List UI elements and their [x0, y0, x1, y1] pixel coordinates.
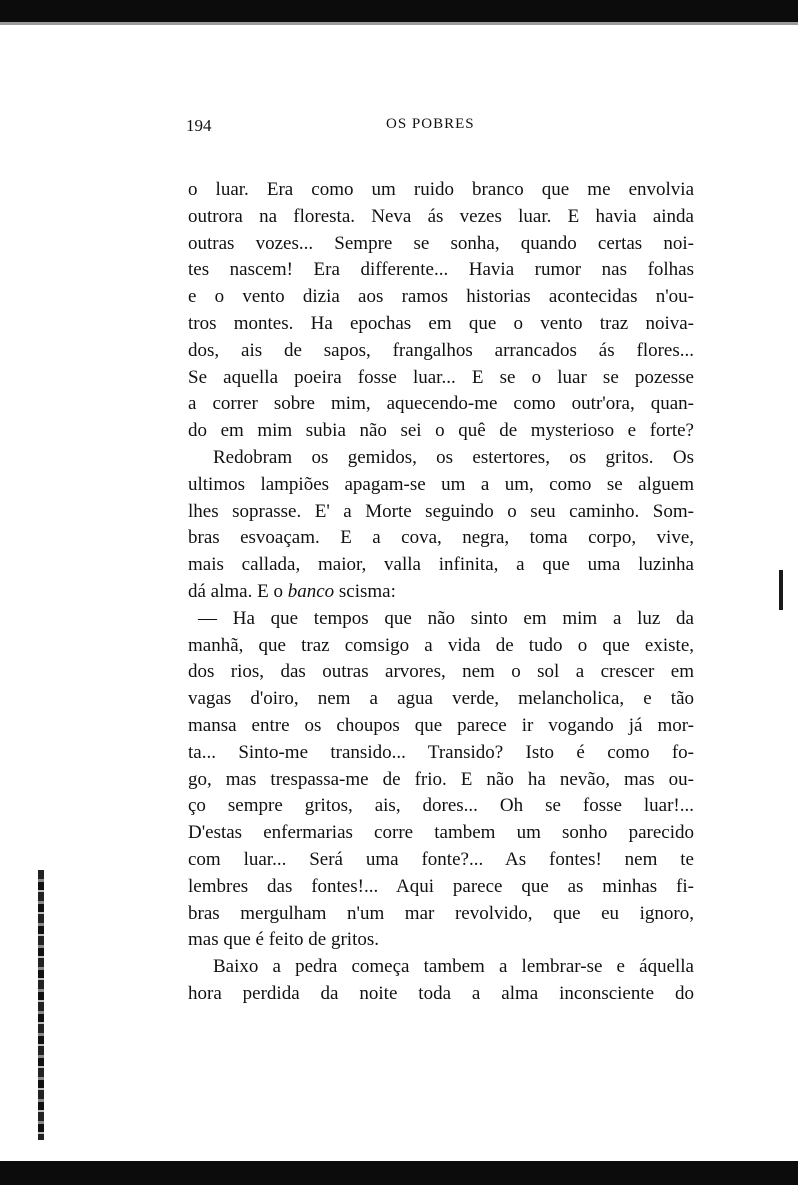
paragraph-start-line: Redobram os gemidos, os estertores, os gritos. Os — [213, 446, 694, 468]
text-line: hora perdida da noite toda a alma inconsciente do — [188, 982, 694, 1004]
text-run: scisma: — [334, 580, 396, 602]
text-line: dos, ais de sapos, frangalhos arrancados ás flores... — [188, 339, 694, 361]
text-line: ultimos lampiões apagam-se um a um, como se alguem — [188, 473, 694, 495]
body-text — [188, 177, 694, 1008]
text-line — [188, 579, 694, 606]
paragraph-start-line: Baixo a pedra começa tambem a lembrar-se e áquella — [213, 956, 694, 978]
text-run: dá alma. E o — [188, 580, 288, 602]
running-title: OS POBRES — [386, 116, 475, 132]
text-line: bras esvoaçam. E a cova, negra, toma corpo, vive, — [188, 527, 694, 549]
text-line: dos rios, das outras arvores, nem o sol a crescer em — [188, 661, 694, 683]
text-line: outras vozes... Sempre se sonha, quando certas noi- — [188, 232, 694, 254]
text-line: mansa entre os choupos que parece ir vogando já mor- — [188, 714, 694, 736]
text-line: com luar... Será uma fonte?... As fontes! nem te — [188, 848, 694, 870]
text-line: ta... Sinto-me transido... Transido? Isto é como fo- — [188, 741, 694, 763]
text-line: D'estas enfermarias corre tambem um sonho parecido — [188, 822, 694, 844]
scan-border-top-edge — [0, 22, 798, 25]
text-line: outrora na floresta. Neva ás vezes luar. E havia ainda — [188, 205, 694, 227]
text-line: tros montes. Ha epochas em que o vento traz noiva- — [188, 312, 694, 334]
italic-word: banco — [287, 580, 335, 602]
dialogue-start-line: — Ha que tempos que não sinto em mim a luz da — [198, 607, 694, 629]
scan-border-bottom — [0, 1161, 798, 1185]
running-head — [186, 116, 696, 138]
text-line: go, mas trespassa-me de frio. E não ha nevão, mas ou- — [188, 768, 694, 790]
text-line: tes nascem! Era differente... Havia rumor nas folhas — [188, 259, 694, 281]
text-line: ço sempre gritos, ais, dores... Oh se fosse luar!... — [188, 795, 694, 817]
text-line: mais callada, maior, valla infinita, a que uma luzinha — [188, 554, 694, 576]
text-line: do em mim subia não sei o quê de mysterioso e forte? — [188, 420, 694, 442]
scan-margin-mark — [779, 570, 783, 610]
text-line: vagas d'oiro, nem a agua verde, melancholica, e tão — [188, 688, 694, 710]
scan-border-top — [0, 0, 798, 22]
text-line: o luar. Era como um ruido branco que me envolvia — [188, 179, 694, 200]
text-line: Se aquella poeira fosse luar... E se o luar se pozesse — [188, 366, 694, 388]
page-number: 194 — [186, 116, 212, 135]
text-line: manhã, que traz comsigo a vida de tudo o que existe, — [188, 634, 694, 656]
scan-gutter-mark — [38, 870, 44, 1140]
text-line: a correr sobre mim, aquecendo-me como outr'ora, quan- — [188, 393, 694, 415]
text-line: lembres das fontes!... Aqui parece que as minhas fi- — [188, 875, 694, 897]
text-line: e o vento dizia aos ramos historias acontecidas n'ou- — [188, 286, 694, 308]
text-line: bras mergulham n'um mar revolvido, que eu ignoro, — [188, 902, 694, 924]
text-line: lhes soprasse. E' a Morte seguindo o seu caminho. Som- — [188, 500, 694, 522]
text-line: mas que é feito de gritos. — [188, 929, 380, 951]
